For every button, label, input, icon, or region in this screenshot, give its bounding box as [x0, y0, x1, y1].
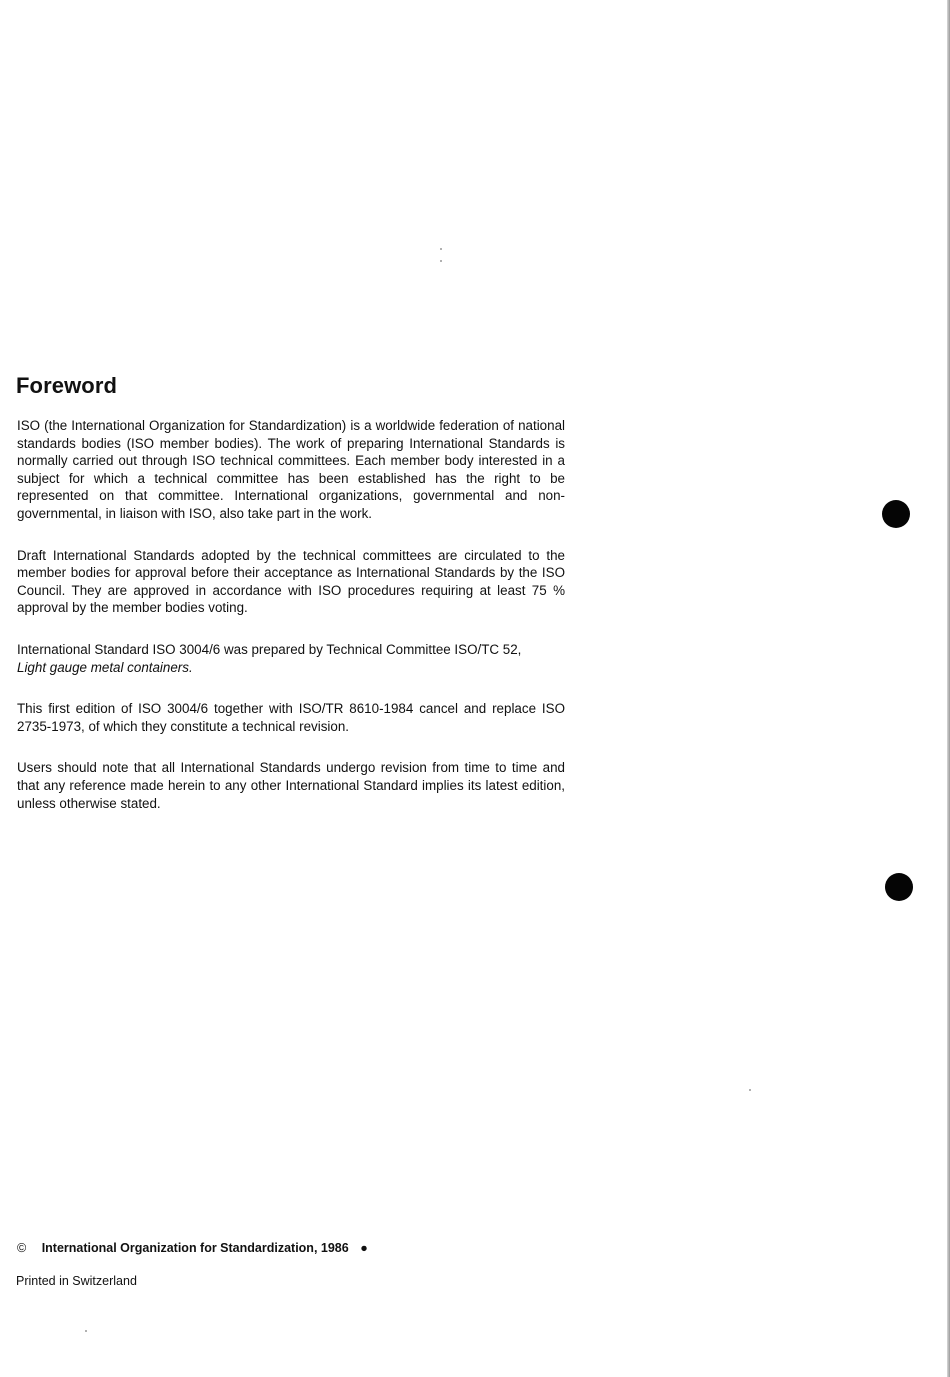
foreword-paragraph-users: Users should note that all International Standards undergo revision from time to time and that any reference made herein to any other International Standard implies its latest edition, unless otherwise stated.	[17, 760, 565, 811]
printed-in-text: Printed in Switzerland	[16, 1274, 137, 1288]
copyright-text: International Organization for Standardization, 1986	[41, 1241, 349, 1255]
foreword-paragraph-standard	[17, 641, 565, 676]
copyright-line	[17, 1241, 368, 1255]
copyright-symbol: ©	[17, 1241, 27, 1255]
standard-preparation-text: International Standard ISO 3004/6 was prepared by Technical Committee ISO/TC 52,	[17, 641, 522, 657]
punch-hole-lower	[885, 873, 913, 901]
copyright-bullet: ●	[360, 1241, 368, 1255]
punch-hole-upper	[882, 500, 910, 528]
committee-title: Light gauge metal containers.	[17, 659, 193, 675]
foreword-paragraph-edition: This first edition of ISO 3004/6 together with ISO/TR 8610-1984 cancel and replace ISO 2735-1973, of which they constitute a technical revision.	[17, 701, 565, 734]
foreword-paragraph-iso: ISO (the International Organization for Standardization) is a worldwide federation of national standards bodies (ISO member bodies). The work of preparing International Standards is normally carried out through ISO technical committees. Each member body interested in a subject for which a technical committee has been established has the right to be represented on that committee. International organizations, governmental and non-governmental, in liaison with ISO, also take part in the work.	[17, 418, 565, 521]
scan-speck	[85, 1330, 87, 1332]
scan-speck	[440, 260, 442, 262]
scan-speck	[749, 1089, 751, 1091]
foreword-paragraph-draft: Draft International Standards adopted by the technical committees are circulated to the member bodies for approval before their acceptance as International Standards by the ISO Council. They are approved in accordance with ISO procedures requiring at least 75 % approval by the member bodies voting.	[17, 547, 565, 616]
scan-speck	[440, 248, 442, 250]
foreword-body	[17, 417, 565, 836]
foreword-heading: Foreword	[16, 373, 118, 398]
